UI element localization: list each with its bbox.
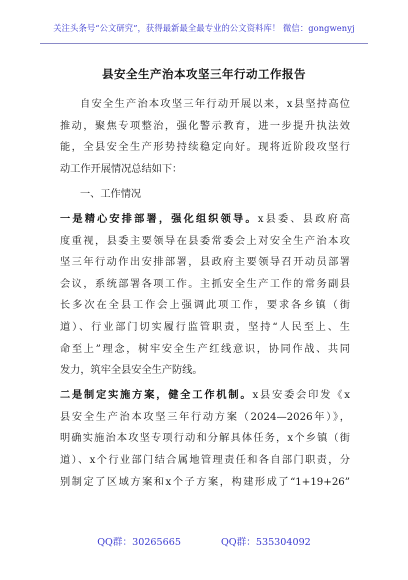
header-banner: 关注头条号“公文研究”，获得最新最全最专业的公文资料库！ 微信：gongwenyj [53, 23, 355, 33]
section-heading: 一、工作情况 [80, 188, 142, 200]
paragraph-line: 动工作开展情况总结如下： [60, 163, 183, 175]
paragraph-line: 别制定了区域方案和x个子方案，构建形成了“1+19+26” [60, 476, 350, 488]
paragraph-line: 度重视，县委主要领导在县委常委会上对安全生产治本攻 [60, 235, 350, 247]
paragraph-line [60, 209, 350, 231]
paragraph-text: x县委、县政府高 [257, 213, 350, 225]
document-title: 县安全生产治本攻坚三年行动工作报告 [102, 67, 306, 81]
paragraph-text: x县安委会印发《x [252, 390, 350, 402]
paragraph-line: 自安全生产治本攻坚三年行动开展以来，x县坚持高位 [80, 99, 350, 110]
qq-group-1: QQ群：30265665 [97, 537, 181, 548]
paragraph-line: 长多次在全县工作会上强调此项工作，要求各乡镇（街 [60, 300, 350, 312]
paragraph-line: 道）、x个行业部门结合属地管理责任和各自部门职责，分 [60, 455, 350, 466]
qq-group-2: QQ群：535304092 [220, 537, 311, 548]
paragraph-line: 坚三年行动作出安排部署，县政府主要领导召开动员部署 [60, 257, 350, 269]
paragraph-line [60, 385, 350, 407]
footer-contacts [0, 534, 408, 548]
paragraph-line: 推动，聚焦专项整治，强化警示教育，进一步提升执法效 [60, 120, 350, 132]
lead-sentence: 一是精心安排部署，强化组织领导。 [60, 212, 258, 225]
paragraph-line: 发力，筑牢全县安全生产防线。 [60, 365, 203, 377]
paragraph-line: 会议，系统部署各项工作。主抓安全生产工作的常务副县 [60, 278, 350, 290]
document-body [60, 94, 350, 493]
paragraph-line: 能，全县安全生产形势持续稳定向好。现将近阶段攻坚行 [60, 142, 350, 154]
paragraph-line: 命至上”理念，树牢安全生产红线意识，协同作战、共同 [60, 343, 350, 355]
paragraph-line: 明确实施治本攻坚专项行动和分解具体任务，x个乡镇（街 [60, 433, 350, 445]
lead-sentence: 二是制定实施方案，健全工作机制。 [60, 389, 253, 402]
paragraph-line: 县安全生产治本攻坚三年行动方案（2024—2026年）》， [60, 411, 350, 423]
header-divider [40, 43, 368, 44]
paragraph-line: 道）、行业部门切实履行监管职责，坚持“人民至上、生 [60, 321, 350, 333]
